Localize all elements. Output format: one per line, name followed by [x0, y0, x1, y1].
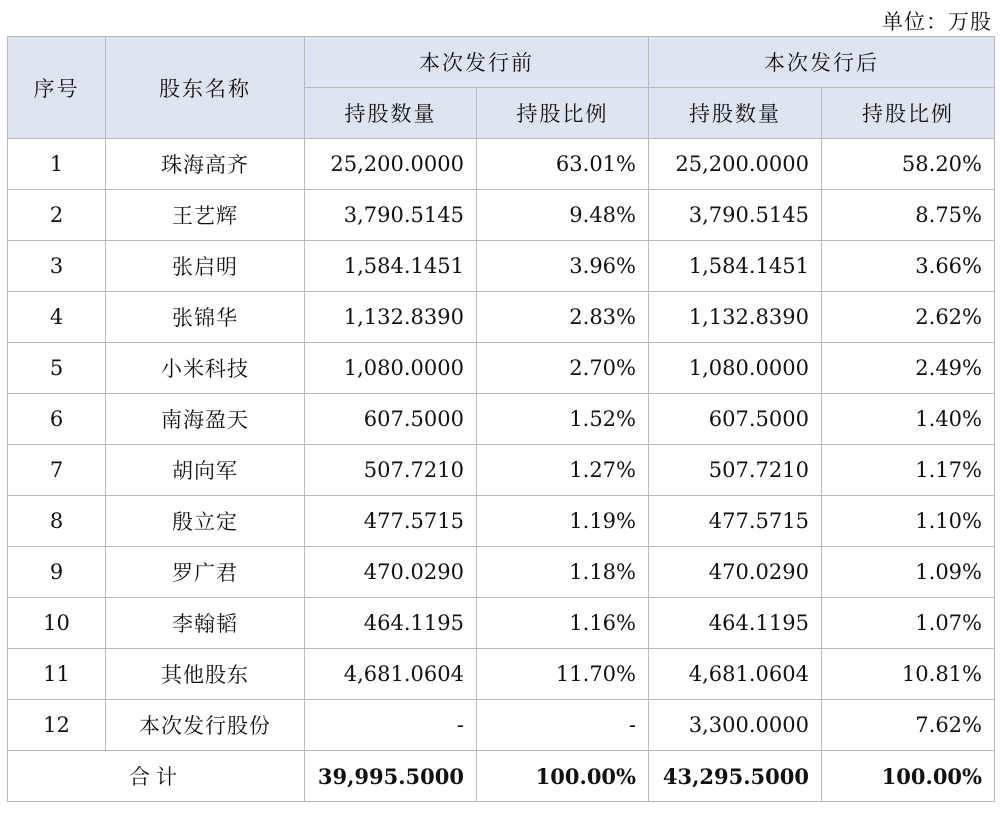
cell-before-shares: 1,584.1451: [305, 241, 477, 292]
cell-after-shares: 1,584.1451: [649, 241, 822, 292]
total-after-shares: 43,295.5000: [649, 751, 822, 802]
header-after-ratio: 持股比例: [822, 88, 995, 139]
cell-after-shares: 25,200.0000: [649, 139, 822, 190]
cell-before-shares: 4,681.0604: [305, 649, 477, 700]
cell-after-ratio: 1.17%: [822, 445, 995, 496]
total-before-ratio: 100.00%: [477, 751, 649, 802]
cell-before-ratio: 2.70%: [477, 343, 649, 394]
cell-before-shares: 3,790.5145: [305, 190, 477, 241]
cell-after-shares: 477.5715: [649, 496, 822, 547]
cell-before-shares: 477.5715: [305, 496, 477, 547]
cell-name: 胡向军: [106, 445, 305, 496]
cell-no: 11: [8, 649, 106, 700]
cell-name: 殷立定: [106, 496, 305, 547]
cell-after-shares: 507.7210: [649, 445, 822, 496]
cell-name: 张启明: [106, 241, 305, 292]
header-before-shares: 持股数量: [305, 88, 477, 139]
table-header: [8, 37, 995, 139]
cell-name: 张锦华: [106, 292, 305, 343]
table-row: [8, 139, 995, 190]
header-no: 序号: [8, 37, 106, 139]
total-label: 合计: [8, 751, 305, 802]
header-after: 本次发行后: [649, 37, 995, 88]
cell-after-shares: 4,681.0604: [649, 649, 822, 700]
cell-after-ratio: 1.09%: [822, 547, 995, 598]
cell-no: 6: [8, 394, 106, 445]
cell-before-ratio: 1.27%: [477, 445, 649, 496]
table-row: [8, 649, 995, 700]
cell-no: 1: [8, 139, 106, 190]
cell-before-ratio: 1.19%: [477, 496, 649, 547]
cell-after-shares: 3,790.5145: [649, 190, 822, 241]
table-row: [8, 496, 995, 547]
cell-before-ratio: 1.16%: [477, 598, 649, 649]
table-row: [8, 292, 995, 343]
cell-before-shares: 607.5000: [305, 394, 477, 445]
cell-after-ratio: 2.49%: [822, 343, 995, 394]
cell-after-shares: 607.5000: [649, 394, 822, 445]
total-before-shares: 39,995.5000: [305, 751, 477, 802]
cell-before-shares: 25,200.0000: [305, 139, 477, 190]
table-row: [8, 598, 995, 649]
cell-before-shares: 507.7210: [305, 445, 477, 496]
total-after-ratio: 100.00%: [822, 751, 995, 802]
cell-before-ratio: -: [477, 700, 649, 751]
cell-name: 南海盈天: [106, 394, 305, 445]
cell-after-ratio: 1.10%: [822, 496, 995, 547]
cell-after-shares: 3,300.0000: [649, 700, 822, 751]
cell-no: 8: [8, 496, 106, 547]
cell-after-ratio: 58.20%: [822, 139, 995, 190]
cell-before-shares: 1,132.8390: [305, 292, 477, 343]
cell-no: 5: [8, 343, 106, 394]
cell-no: 10: [8, 598, 106, 649]
cell-after-shares: 1,132.8390: [649, 292, 822, 343]
cell-before-shares: 1,080.0000: [305, 343, 477, 394]
table-row: [8, 241, 995, 292]
cell-before-ratio: 3.96%: [477, 241, 649, 292]
cell-name: 珠海高齐: [106, 139, 305, 190]
cell-before-ratio: 9.48%: [477, 190, 649, 241]
header-row-group: [8, 37, 995, 88]
cell-name: 王艺辉: [106, 190, 305, 241]
header-before-ratio: 持股比例: [477, 88, 649, 139]
cell-before-ratio: 11.70%: [477, 649, 649, 700]
cell-after-ratio: 1.40%: [822, 394, 995, 445]
shareholder-table: [7, 36, 995, 802]
cell-name: 本次发行股份: [106, 700, 305, 751]
table-body: [8, 139, 995, 802]
cell-after-ratio: 2.62%: [822, 292, 995, 343]
header-name: 股东名称: [106, 37, 305, 139]
header-before: 本次发行前: [305, 37, 649, 88]
table-row: [8, 190, 995, 241]
cell-name: 罗广君: [106, 547, 305, 598]
cell-after-ratio: 10.81%: [822, 649, 995, 700]
cell-after-shares: 464.1195: [649, 598, 822, 649]
table-row: [8, 343, 995, 394]
cell-no: 4: [8, 292, 106, 343]
table-row: [8, 700, 995, 751]
cell-name: 小米科技: [106, 343, 305, 394]
cell-before-ratio: 1.52%: [477, 394, 649, 445]
cell-no: 3: [8, 241, 106, 292]
cell-no: 9: [8, 547, 106, 598]
cell-before-shares: -: [305, 700, 477, 751]
cell-no: 2: [8, 190, 106, 241]
cell-name: 其他股东: [106, 649, 305, 700]
cell-after-ratio: 7.62%: [822, 700, 995, 751]
cell-after-ratio: 8.75%: [822, 190, 995, 241]
table-row: [8, 394, 995, 445]
total-row: [8, 751, 995, 802]
unit-label: 单位：万股: [882, 10, 992, 34]
table-row: [8, 445, 995, 496]
cell-name: 李翰韬: [106, 598, 305, 649]
cell-after-shares: 1,080.0000: [649, 343, 822, 394]
cell-before-shares: 470.0290: [305, 547, 477, 598]
cell-before-shares: 464.1195: [305, 598, 477, 649]
table-row: [8, 547, 995, 598]
cell-after-ratio: 1.07%: [822, 598, 995, 649]
cell-before-ratio: 2.83%: [477, 292, 649, 343]
cell-no: 12: [8, 700, 106, 751]
cell-after-ratio: 3.66%: [822, 241, 995, 292]
cell-before-ratio: 1.18%: [477, 547, 649, 598]
cell-before-ratio: 63.01%: [477, 139, 649, 190]
cell-after-shares: 470.0290: [649, 547, 822, 598]
header-after-shares: 持股数量: [649, 88, 822, 139]
cell-no: 7: [8, 445, 106, 496]
